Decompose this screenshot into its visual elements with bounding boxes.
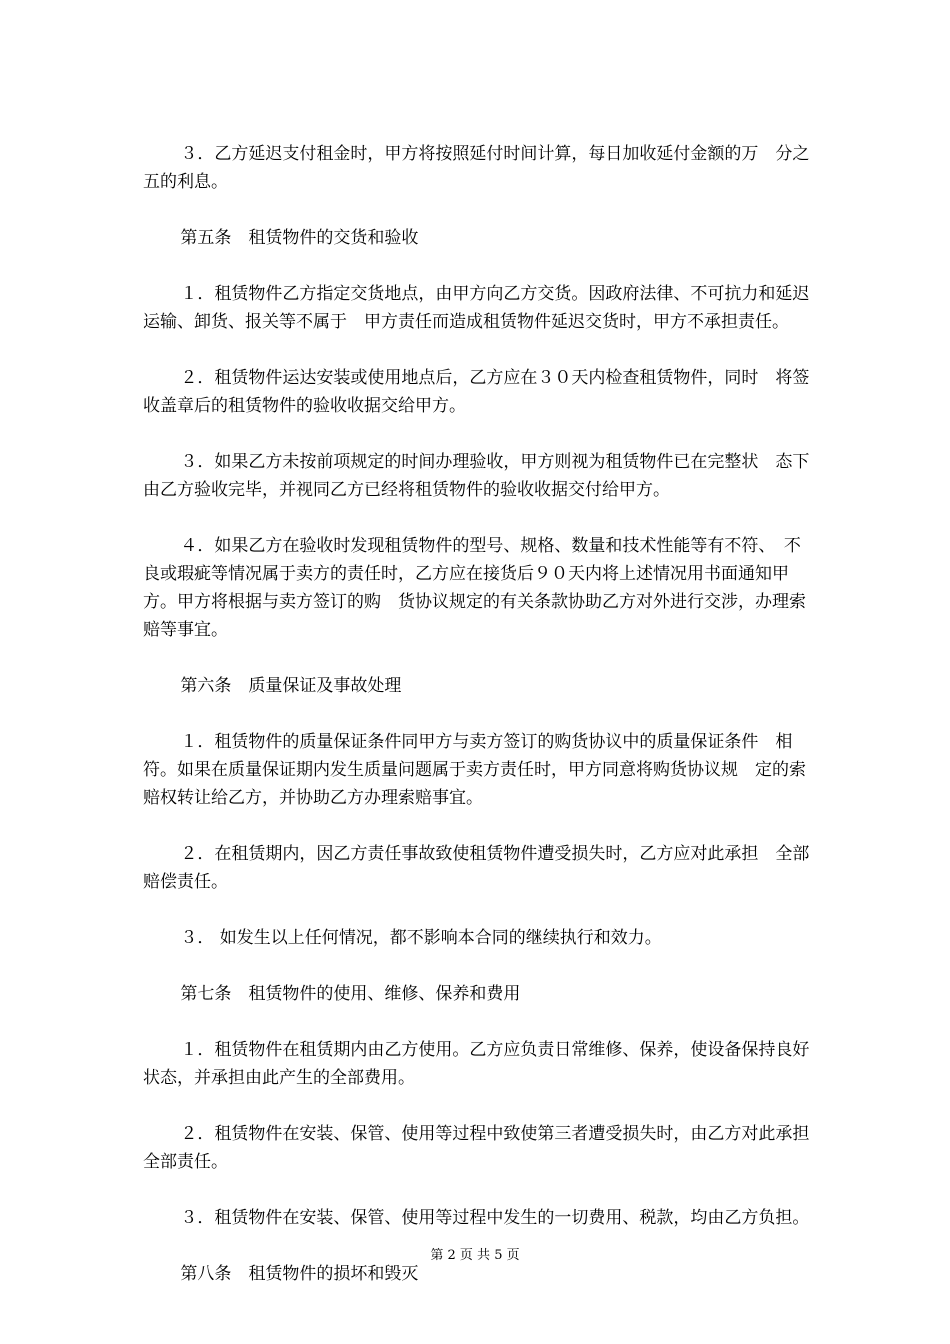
clause-paragraph: ３．租赁物件在安装、保管、使用等过程中发生的一切费用、税款，均由乙方负担。 bbox=[180, 1208, 810, 1228]
clause-paragraph: ３．如果乙方未按前项规定的时间办理验收，甲方则视为租赁物件已在完整状 态下由乙方验收完毕，并视同乙方已经将租赁物件的验收收据交付给甲方。 bbox=[143, 452, 810, 500]
clause-paragraph: １．租赁物件乙方指定交货地点，由甲方向乙方交货。因政府法律、不可抗力和延迟运输、卸货、报关等不属于 甲方责任而造成租赁物件延迟交货时，甲方不承担责任。 bbox=[143, 284, 810, 332]
clause-paragraph: ３． 如发生以上任何情况，都不影响本合同的继续执行和效力。 bbox=[180, 928, 662, 948]
document-body bbox=[143, 140, 811, 1316]
article-heading: 第八条 租赁物件的损坏和毁灭 bbox=[180, 1264, 419, 1284]
clause-paragraph: ３．乙方延迟支付租金时，甲方将按照延付时间计算，每日加收延付金额的万 分之五的利息。 bbox=[143, 144, 810, 192]
clause-paragraph: ２．租赁物件运达安装或使用地点后，乙方应在３０天内检查租赁物件，同时 将签收盖章后的租赁物件的验收收据交给甲方。 bbox=[143, 368, 810, 416]
clause-paragraph: ２．在租赁期内，因乙方责任事故致使租赁物件遭受损失时，乙方应对此承担 全部赔偿责任。 bbox=[143, 844, 810, 892]
article-heading: 第六条 质量保证及事故处理 bbox=[180, 676, 402, 696]
clause-paragraph: ２．租赁物件在安装、保管、使用等过程中致使第三者遭受损失时，由乙方对此承担全部责任。 bbox=[143, 1124, 810, 1172]
clause-paragraph: １．租赁物件在租赁期内由乙方使用。乙方应负责日常维修、保养，使设备保持良好状态，并承担由此产生的全部费用。 bbox=[143, 1040, 810, 1088]
clause-paragraph: ４．如果乙方在验收时发现租赁物件的型号、规格、数量和技术性能等有不符、 不良或瑕疵等情况属于卖方的责任时，乙方应在接货后９０天内将上述情况用书面通知甲方。甲方将根据与卖方签订的购 货协议规定的有关条款协助乙方对外进行交涉，办理索赔等事宜。 bbox=[143, 536, 806, 640]
page-number-footer: 第 2 页 共 5 页 bbox=[430, 1248, 520, 1263]
clause-paragraph: １．租赁物件的质量保证条件同甲方与卖方签订的购货协议中的质量保证条件 相符。如果在质量保证期内发生质量问题属于卖方责任时，甲方同意将购货协议规 定的索赔权转让给乙方，并协助乙方办理索赔事宜。 bbox=[143, 732, 806, 808]
article-heading: 第七条 租赁物件的使用、维修、保养和费用 bbox=[180, 984, 521, 1004]
article-heading: 第五条 租赁物件的交货和验收 bbox=[180, 228, 419, 248]
